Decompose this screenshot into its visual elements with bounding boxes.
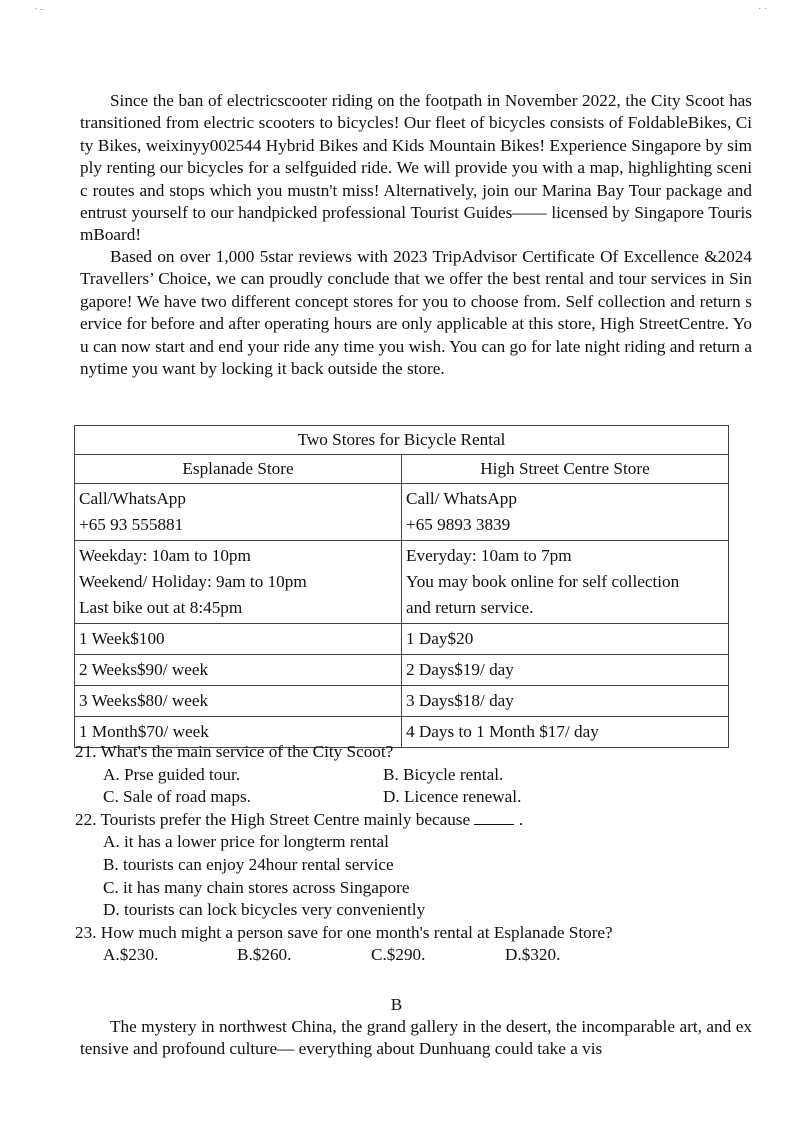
passage-b-paragraph-1: The mystery in northwest China, the grand gallery in the desert, the incomparable art, and extensive and profound culture— everything about Dunhuang could take a vis (80, 1017, 752, 1059)
high-street-contact (402, 484, 729, 541)
price-cell: 2 Days$19/ day (402, 655, 729, 686)
q22-option-c: C. it has many chain stores across Singapore (103, 877, 410, 897)
hours-line: You may book online for self collection (406, 572, 680, 591)
hours-line: Everyday: 10am to 7pm (406, 546, 572, 565)
passage-a-paragraph-2: Based on over 1,000 5star reviews with 2023 TripAdvisor Certificate Of Excellence &2024 Travellers’ Choice, we can proudly conclude that we offer the best rental and tour services in Singapore! We have two different concept stores for you to choose from. Self collection and return service for before and after operating hours are only applicable at this store, High StreetCentre. You can now start and end your ride any time you wish. You can go for late night riding and return anytime you want by locking it back outside the store. (80, 247, 752, 379)
q21-options-row-1 (103, 764, 735, 787)
price-cell: 4 Days to 1 Month $17/ day (402, 717, 729, 748)
question-22-tail: . (518, 809, 524, 829)
contact-label: Call/WhatsApp (79, 489, 186, 508)
q21-option-d: D. Licence renewal. (383, 787, 522, 807)
answer-blank (474, 810, 514, 825)
phone-number: +65 93 555881 (79, 515, 184, 534)
question-21: 21. What's the main service of the City Scoot? (75, 742, 394, 761)
q22-option-d: D. tourists can lock bicycles very conveniently (103, 900, 426, 920)
q22-option-a: A. it has a lower price for longterm rental (103, 832, 389, 852)
esplanade-hours (75, 541, 402, 624)
scan-mark-right: · · (758, 4, 768, 15)
price-cell: 3 Days$18/ day (402, 686, 729, 717)
price-cell: 1 Week$100 (75, 624, 402, 655)
high-street-store-header: High Street Centre Store (402, 455, 729, 484)
price-cell: 1 Month$70/ week (75, 717, 402, 748)
question-block (75, 741, 735, 967)
price-cell: 3 Weeks$80/ week (75, 686, 402, 717)
question-22 (75, 809, 735, 832)
hours-line: Weekday: 10am to 10pm (79, 546, 251, 565)
esplanade-contact (75, 484, 402, 541)
q23-options (103, 944, 735, 967)
q23-option-a: A.$230. (103, 945, 159, 965)
q23-option-c: C.$290. (371, 945, 426, 965)
q21-options-row-2 (103, 786, 735, 809)
section-b-heading: B (390, 995, 403, 1014)
hours-line: Last bike out at 8:45pm (79, 598, 243, 617)
price-cell: 2 Weeks$90/ week (75, 655, 402, 686)
esplanade-store-header: Esplanade Store (75, 455, 402, 484)
hours-line: and return service. (406, 598, 534, 617)
high-street-hours (402, 541, 729, 624)
hours-line: Weekend/ Holiday: 9am to 10pm (79, 572, 307, 591)
table-title: Two Stores for Bicycle Rental (75, 426, 729, 455)
passage-a-paragraph-1: Since the ban of electricscooter riding on the footpath in November 2022, the City Scoot has transitioned from electric scooters to bicycles! Our fleet of bicycles consists of FoldableBikes, City Bikes, weixinyy002544 Hybrid Bikes and Kids Mountain Bikes! Experience Singapore by simply renting our bicycles for a selfguided ride. We will provide you with a map, highlighting scenic routes and stops which you mustn't miss! Alternatively, join our Marina Bay Tour package and entrust yourself to our handpicked professional Tourist Guides—— licensed by Singapore TourismBoard! (80, 91, 752, 245)
q21-option-a: A. Prse guided tour. (103, 764, 241, 784)
scan-mark-left: · - (34, 4, 44, 15)
contact-label: Call/ WhatsApp (406, 489, 517, 508)
q23-option-d: D.$320. (505, 945, 561, 965)
phone-number: +65 9893 3839 (406, 515, 511, 534)
q22-option-b: B. tourists can enjoy 24hour rental service (103, 854, 394, 874)
rental-stores-table (74, 425, 729, 748)
question-23: 23. How much might a person save for one month's rental at Esplanade Store? (75, 922, 613, 942)
price-cell: 1 Day$20 (402, 624, 729, 655)
q23-option-b: B.$260. (237, 945, 292, 965)
q21-option-c: C. Sale of road maps. (103, 787, 251, 807)
q21-option-b: B. Bicycle rental. (383, 764, 504, 784)
question-22-text: 22. Tourists prefer the High Street Centre mainly because (75, 809, 471, 829)
